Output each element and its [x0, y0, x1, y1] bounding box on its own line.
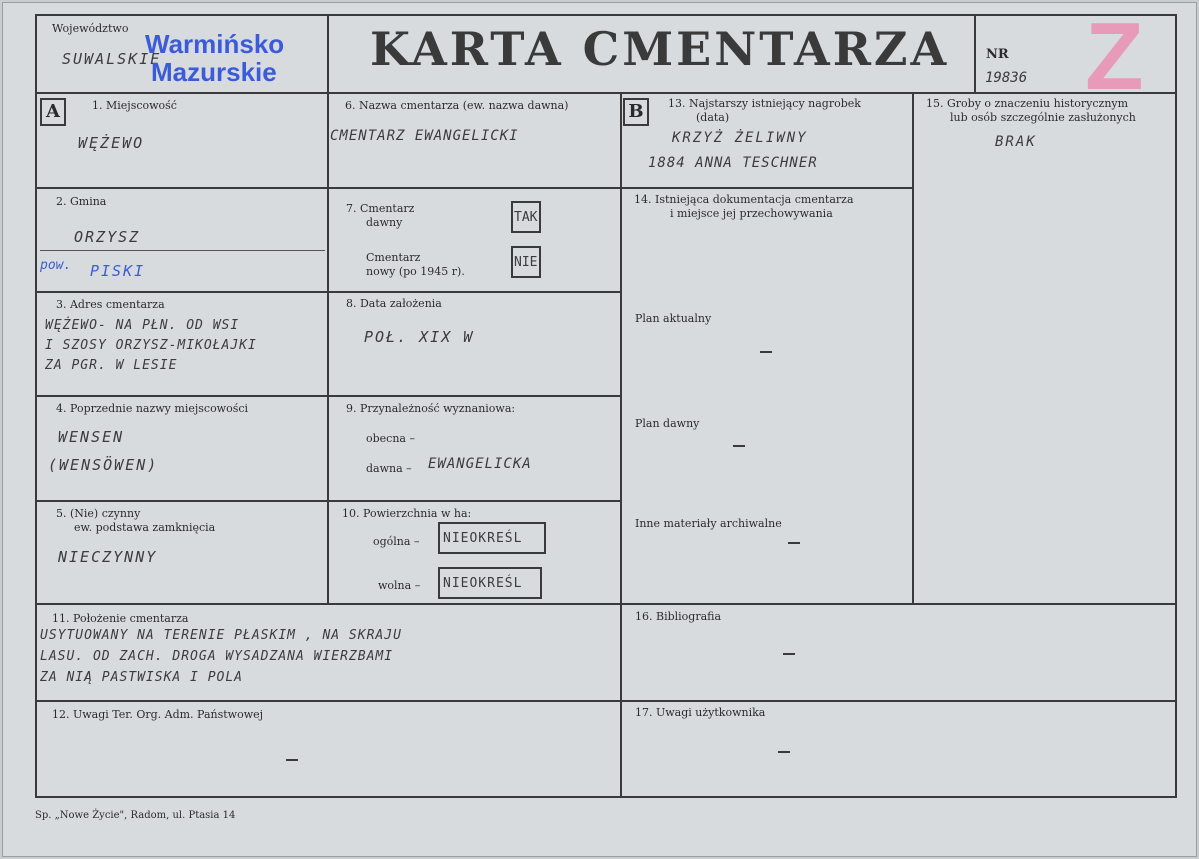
field-10-wolna-value: NIEOKREŚL — [443, 576, 523, 591]
field-8-label: 8. Data założenia — [346, 297, 442, 310]
powiat-value: PISKI — [90, 262, 146, 280]
row-line-2 — [35, 291, 622, 293]
plan-aktualny-dash — [760, 351, 772, 353]
field-16-dash — [783, 653, 795, 655]
field-13-label-2: (data) — [696, 111, 730, 124]
row-line-b1 — [620, 187, 914, 189]
field-10-wolna-box — [438, 567, 542, 599]
field-2-value: ORZYSZ — [74, 228, 141, 246]
field-14-label-1: 14. Istniejąca dokumentacja cmentarza — [634, 193, 854, 206]
field-4-label: 4. Poprzednie nazwy miejscowości — [56, 402, 249, 415]
field-15-label-2: lub osób szczególnie zasłużonych — [950, 111, 1136, 124]
gmina-underline — [40, 250, 325, 251]
row-line-4 — [35, 500, 622, 502]
plan-dawny-label: Plan dawny — [635, 417, 700, 430]
field-13-label-1: 13. Najstarszy istniejący nagrobek — [668, 97, 861, 110]
printer-footer: Sp. „Nowe Życie", Radom, ul. Ptasia 14 — [35, 810, 236, 821]
field-11-line-3: ZA NIĄ PASTWISKA I POLA — [40, 670, 244, 685]
row-line-3 — [35, 395, 622, 397]
field-7-nowy-value: NIE — [514, 255, 538, 270]
stamp-line-2: Mazurskie — [151, 57, 277, 87]
nr-value: 19836 — [985, 70, 1028, 86]
field-4-line-1: WENSEN — [58, 428, 125, 446]
field-9-dawna-value: EWANGELICKA — [428, 456, 532, 472]
field-12-dash — [286, 759, 298, 761]
field-14-label-2: i miejsce jej przechowywania — [670, 207, 833, 220]
field-5-label-1: 5. (Nie) czynny — [56, 507, 141, 520]
field-11-line-1: USYTUOWANY NA TERENIE PŁASKIM , NA SKRAJU — [40, 628, 402, 643]
section-a-marker: A — [40, 98, 66, 126]
section-b-marker: B — [623, 98, 649, 126]
plan-dawny-dash — [733, 445, 745, 447]
field-7-nowy-label-1: Cmentarz — [366, 251, 421, 264]
field-9-label: 9. Przynależność wyznaniowa: — [346, 402, 516, 415]
voivodeship-stamp — [145, 30, 284, 86]
field-1-label: 1. Miejscowość — [92, 99, 177, 112]
field-11-line-2: LASU. OD ZACH. DROGA WYSADZANA WIERZBAMI — [40, 649, 394, 664]
field-13-line-1: KRZYŻ ŻELIWNY — [672, 130, 808, 146]
field-11-label: 11. Położenie cmentarza — [52, 612, 189, 625]
inne-materialy-label: Inne materiały archiwalne — [635, 517, 782, 530]
field-6-value: CMENTARZ EWANGELICKI — [330, 128, 519, 144]
field-7-nowy-label-2: nowy (po 1945 r). — [366, 265, 465, 278]
field-7-dawny-value: TAK — [514, 210, 538, 225]
field-4-line-2: (WENSÖWEN) — [48, 456, 159, 474]
powiat-label: pow. — [40, 258, 72, 273]
z-mark: Z — [1085, 3, 1144, 110]
stamp-line-1: Warmińsko — [145, 29, 285, 59]
field-7-nowy-box — [511, 246, 541, 278]
field-6-label: 6. Nazwa cmentarza (ew. nazwa dawna) — [345, 99, 569, 112]
field-17-label: 17. Uwagi użytkownika — [635, 706, 766, 719]
header-divider-2 — [974, 14, 976, 94]
field-5-label-2: ew. podstawa zamknięcia — [74, 521, 216, 534]
row-line-6 — [35, 700, 1177, 702]
col-divider-a — [327, 92, 329, 604]
field-3-line-1: WĘŻEWO- NA PŁN. OD WSI — [45, 318, 240, 333]
header-divider-1 — [327, 14, 329, 94]
field-15-value: BRAK — [995, 134, 1037, 150]
field-3-label: 3. Adres cmentarza — [56, 298, 165, 311]
field-12-label: 12. Uwagi Ter. Org. Adm. Państwowej — [52, 708, 264, 721]
field-15-label-1: 15. Groby o znaczeniu historycznym — [926, 97, 1129, 110]
field-8-value: POŁ. XIX W — [364, 328, 475, 346]
field-13-line-2: 1884 ANNA TESCHNER — [648, 155, 818, 171]
wojewodztwo-label: Województwo — [52, 22, 129, 35]
field-7-dawny-box — [511, 201, 541, 233]
header-bottom-line — [35, 92, 1177, 94]
field-7-dawny-label: dawny — [366, 216, 403, 229]
field-3-line-2: I SZOSY ORZYSZ-MIKOŁAJKI — [45, 338, 257, 353]
plan-aktualny-label: Plan aktualny — [635, 312, 712, 325]
field-10-wolna-label: wolna – — [378, 579, 421, 592]
nr-label: NR — [986, 47, 1009, 62]
field-3-line-3: ZA PGR. W LESIE — [45, 358, 178, 373]
row-line-1 — [35, 187, 622, 189]
field-10-ogolna-box — [438, 522, 546, 554]
field-17-dash — [778, 751, 790, 753]
col-divider-b — [912, 92, 914, 604]
field-10-ogolna-value: NIEOKREŚL — [443, 531, 523, 546]
row-line-5 — [35, 603, 1177, 605]
field-16-label: 16. Bibliografia — [635, 610, 722, 623]
field-7-label: 7. Cmentarz — [346, 202, 415, 215]
field-10-label: 10. Powierzchnia w ha: — [342, 507, 472, 520]
page-title: KARTA CMENTARZA — [370, 22, 950, 76]
field-1-value: WĘŻEWO — [78, 134, 145, 152]
field-2-label: 2. Gmina — [56, 195, 107, 208]
field-5-value: NIECZYNNY — [58, 548, 158, 566]
field-10-ogolna-label: ogólna – — [373, 535, 420, 548]
field-9-dawna-label: dawna – — [366, 462, 412, 475]
field-9-obecna-label: obecna – — [366, 432, 415, 445]
inne-materialy-dash — [788, 542, 800, 544]
wojewodztwo-value: SUWALSKIE — [62, 50, 162, 68]
col-divider-mid — [620, 92, 622, 798]
